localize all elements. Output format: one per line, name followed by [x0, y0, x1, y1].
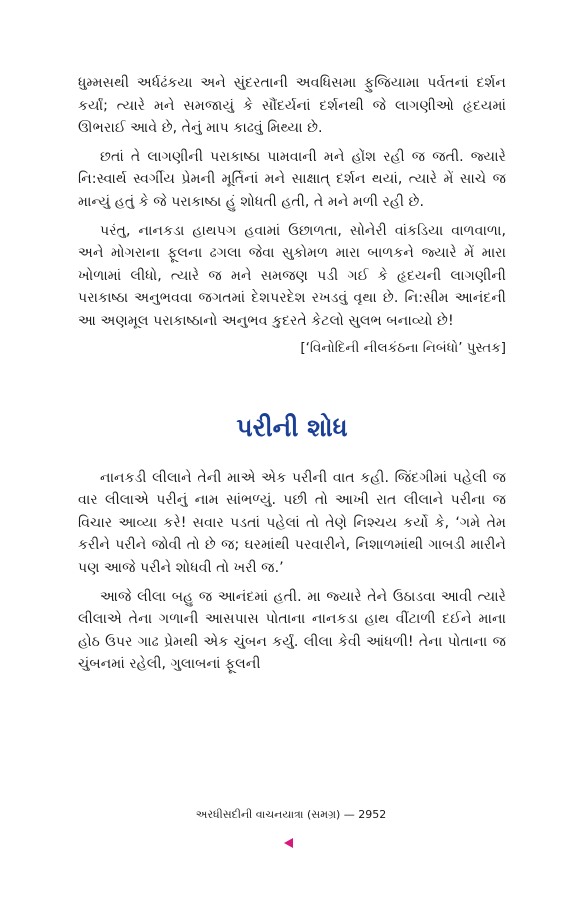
paragraph: ધુમ્મસથી અર્ધઢંકયા અને સુંદરતાની અવધિસમા ફુજિયામા પર્વતનાં દર્શન કર્યાં; ત્યારે મને સમજાયું કે સૌંદર્યનાં દર્શનથી જે લાગણીઓ હૃદયમાં ઊભરાઈ આવે છે, તેનું માપ કાઢવું મિથ્યા છે. [78, 75, 506, 137]
page-body [78, 72, 506, 676]
page-footer: અરધીસદીની વાચનયાત્રા (સમગ્ર) — 2952 [195, 808, 387, 821]
paragraph: છતાં તે લાગણીની પરાકાષ્ઠા પામવાની મને હોંશ રહી જ જતી. જ્યારે નિ:સ્વાર્થ સ્વર્ગીય પ્રેમની મૂર્તિનાં મને સાક્ષાત્ દર્શન થયાં, ત્યારે મેં સાચે જ માન્યું હતું કે જે પરાકાષ્ઠા હું શોધતી હતી, તે મને મળી રહી છે. [78, 148, 506, 210]
paragraph: પરંતુ, નાનકડા હાથપગ હવામાં ઉછાળતા, સોનેરી વાંકડિયા વાળવાળા, અને મોગરાના ફૂલના ઢગલા જેવા સુકોમળ મારા બાળકને જ્યારે મેં મારા ખોળામાં લીધો, ત્યારે જ મને સમજણ પડી ગઈ કે હૃદયની લાગણીની પરાકાષ્ઠા અનુભવવા જગતમાં દેશપરદેશ રખડવું વૃથા છે. નિ:સીમ આનંદની આ અણમૂલ પરાકાષ્ઠાનો અનુભવ કુદરતે કેટલો સુલભ બનાવ્યો છે! [78, 222, 506, 329]
paragraph: આજે લીલા બહુ જ આનંદમાં હતી. મા જ્યારે તેને ઉઠાડવા આવી ત્યારે લીલાએ તેના ગળાની આસપાસ પોતાના નાનકડા હાથ વીંટાળી દઈને માના હોઠ ઉપર ગાઢ પ્રેમથી એક ચુંબન કર્યું. લીલા કેવી આંધળી! તેના પોતાના જ ચુંબનમાં રહેલી, ગુલાબનાં ફૂલની [78, 588, 506, 673]
section-title: પરીની શોધ [236, 412, 348, 442]
paragraph: નાનકડી લીલાને તેની માએ એક પરીની વાત કહી. જિંદગીમાં પહેલી જ વાર લીલાએ પરીનું નામ સાંભળ્યું. પછી તો આખી રાત લીલાને પરીના જ વિચાર આવ્યા કરે! સવાર પડતાં પહેલાં તો તેણે નિશ્ચય કર્યો કે, ‘ગમે તેમ કરીને પરીને જોવી તો છે જ; ઘરમાંથી પરવારીને, નિશાળમાંથી ગાબડી મારીને પણ આજે પરીને શોધવી તો ખરી જ.’ [78, 469, 506, 576]
source-citation: [‘વિનોદિની નીલકંઠના નિબંધો’ પુસ્તક] [300, 339, 506, 356]
previous-page-arrow-icon[interactable] [284, 838, 293, 848]
